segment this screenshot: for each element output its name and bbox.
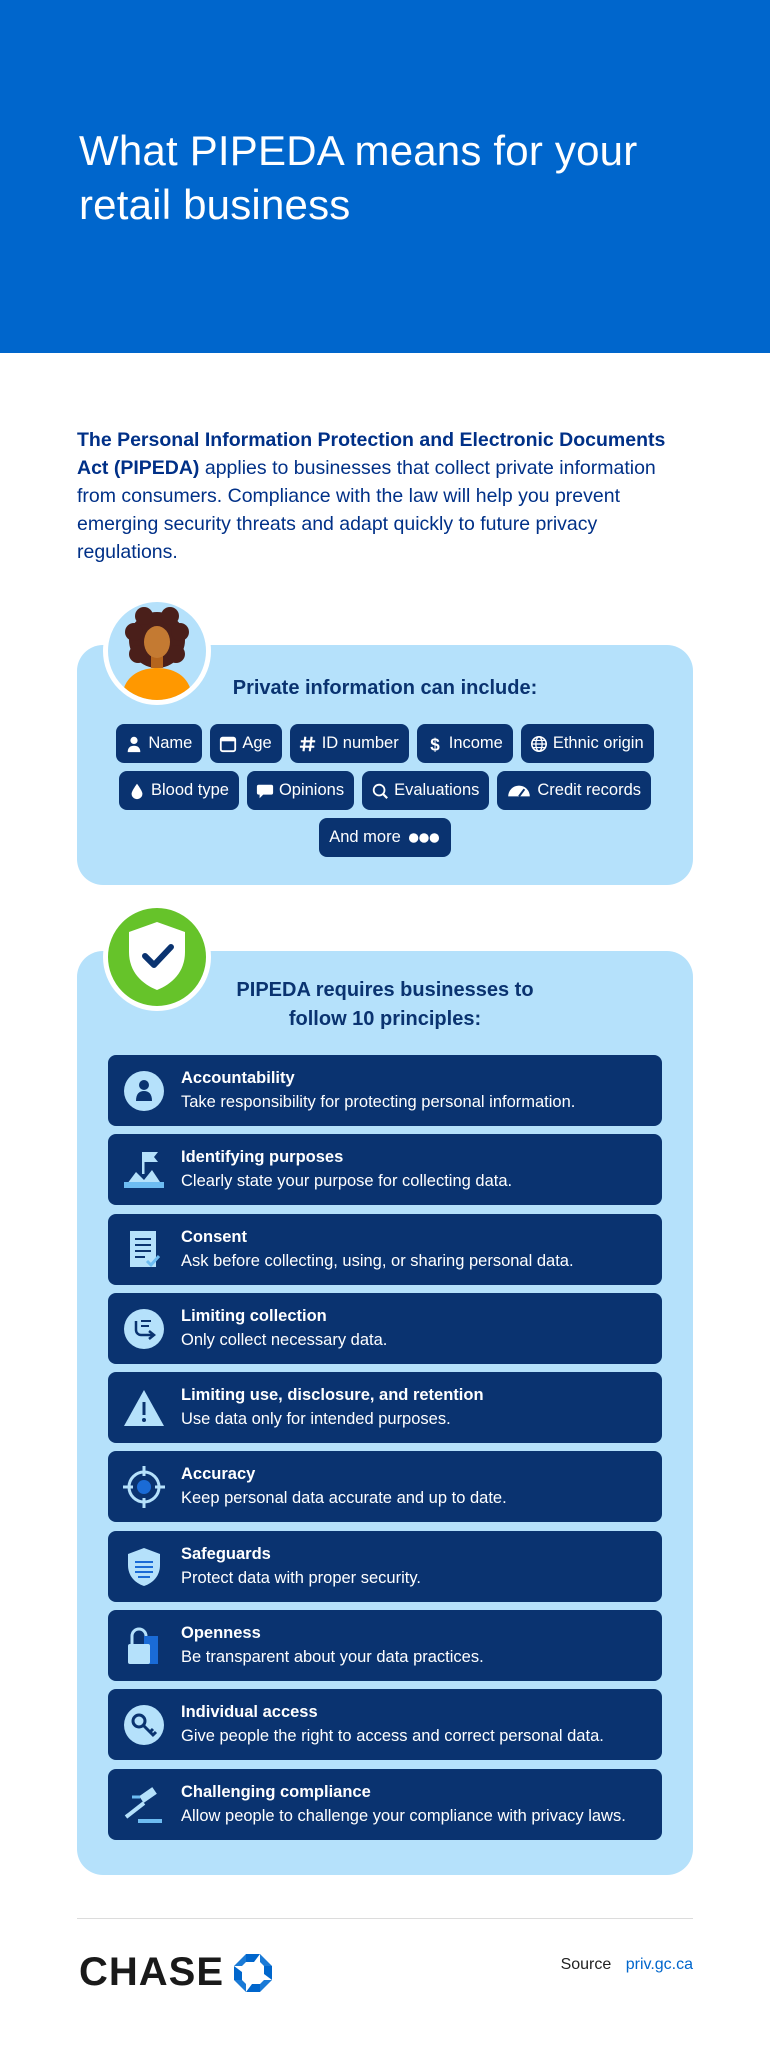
chip-income [417, 724, 513, 763]
chip-opinions [247, 771, 354, 810]
principle-description: Use data only for intended purposes. [181, 1410, 451, 1429]
chip-label: Age [242, 734, 272, 752]
key-icon [122, 1703, 166, 1747]
chip-label: Ethnic origin [552, 734, 644, 752]
chip-label: Blood type [150, 781, 229, 799]
principle-description: Keep personal data accurate and up to date. [181, 1489, 507, 1508]
chip-blood-type [119, 771, 239, 810]
principle-description: Only collect necessary data. [181, 1330, 388, 1349]
principle-card-identifying-purposes [108, 1134, 662, 1205]
principle-description: Give people the right to access and correct personal data. [181, 1727, 604, 1746]
woman-avatar-icon [108, 602, 206, 700]
chip-label: And more [329, 828, 401, 846]
principles-panel [77, 951, 693, 1875]
dots-icon [407, 828, 441, 848]
principle-title: Accuracy [181, 1465, 256, 1484]
person-badge-icon [122, 1069, 166, 1113]
magnifier-icon [370, 781, 390, 801]
list-arrow-icon [122, 1307, 166, 1351]
chase-logo [79, 1950, 272, 1995]
target-icon [122, 1465, 166, 1509]
chip-ethnic-origin [521, 724, 654, 763]
shield-check-icon [108, 908, 206, 1006]
flag-mountain-icon [122, 1148, 166, 1192]
gauge-icon [505, 781, 533, 801]
principle-title: Challenging compliance [181, 1782, 371, 1801]
hashtag-icon [298, 734, 318, 754]
principle-card-safeguards [108, 1531, 662, 1602]
chip-row-3 [77, 818, 693, 857]
intro-body-text: applies to businesses that collect private information from consumers. Compliance with the law will help you prevent emerging security threats and adapt quickly to future privacy regulations. [77, 457, 656, 563]
intro-bold-text: The Personal Information Protection and Electronic Documents Act (PIPEDA) [77, 429, 666, 479]
principles-list [108, 1055, 662, 1848]
brand-name: CHASE [79, 1950, 225, 1994]
principle-card-accuracy [108, 1451, 662, 1522]
principle-description: Protect data with proper security. [181, 1568, 421, 1587]
principle-description: Allow people to challenge your compliance with privacy laws. [181, 1806, 626, 1825]
chip-label: Credit records [537, 781, 642, 799]
chip-label: ID number [321, 734, 399, 752]
intro-paragraph [77, 426, 697, 566]
chip-id-number [290, 724, 409, 763]
principle-card-individual-access [108, 1689, 662, 1760]
drop-icon [127, 781, 147, 801]
principle-title: Safeguards [181, 1544, 271, 1563]
chip-label: Income [448, 734, 503, 752]
chip-row-1 [77, 724, 693, 763]
gavel-icon [122, 1783, 166, 1827]
source-citation [561, 1956, 693, 1974]
principle-card-limiting-collection [108, 1293, 662, 1364]
person-icon [124, 734, 144, 754]
calendar-icon [218, 734, 238, 754]
chip-label: Evaluations [394, 781, 480, 799]
chip-evaluations [362, 771, 489, 810]
principle-card-consent [108, 1214, 662, 1285]
shield-icon [122, 1545, 166, 1589]
dollar-icon [425, 734, 445, 754]
principles-title-line1: PIPEDA requires businesses to [236, 979, 534, 1001]
principle-card-openness [108, 1610, 662, 1681]
principle-title: Limiting collection [181, 1306, 327, 1325]
principle-description: Ask before collecting, using, or sharing personal data. [181, 1251, 574, 1270]
principle-title: Consent [181, 1227, 247, 1246]
principle-card-limiting-use [108, 1372, 662, 1443]
principle-title: Individual access [181, 1703, 318, 1722]
principle-description: Take responsibility for protecting personal information. [181, 1093, 576, 1111]
octagon-logo-icon [234, 1954, 272, 1992]
svg-text:$: $ [429, 734, 440, 753]
unlocked-padlock-icon [122, 1624, 166, 1668]
globe-icon [529, 734, 549, 754]
hero-banner [0, 0, 770, 353]
principle-title: Openness [181, 1624, 261, 1643]
chip-name [116, 724, 202, 763]
warning-icon [122, 1386, 166, 1430]
source-label: Source [560, 1956, 612, 1973]
chip-label: Name [148, 734, 193, 752]
principle-description: Clearly state your purpose for collecting data. [181, 1172, 513, 1191]
principle-description: Be transparent about your data practices. [181, 1648, 484, 1667]
chip-and-more [319, 818, 451, 857]
principles-title-line2: follow 10 principles: [288, 1008, 482, 1030]
document-check-icon [122, 1228, 166, 1272]
person-avatar [103, 597, 211, 705]
principle-card-challenging-compliance [108, 1769, 662, 1840]
chip-age [210, 724, 281, 763]
principle-title: Limiting use, disclosure, and retention [181, 1386, 484, 1405]
source-link[interactable]: priv.gc.ca [625, 1956, 693, 1973]
speech-bubble-icon [255, 781, 275, 801]
chip-label: Opinions [278, 781, 345, 799]
chip-row-2 [77, 771, 693, 810]
private-info-title: Private information can include: [232, 677, 538, 699]
principle-title: Accountability [181, 1069, 295, 1087]
page-title: What PIPEDA means for your retail business [79, 127, 638, 228]
principle-card-accountability [108, 1055, 662, 1126]
chip-credit-records [497, 771, 651, 810]
shield-badge [103, 903, 211, 1011]
footer-divider [77, 1918, 693, 1919]
principle-title: Identifying purposes [181, 1148, 344, 1167]
